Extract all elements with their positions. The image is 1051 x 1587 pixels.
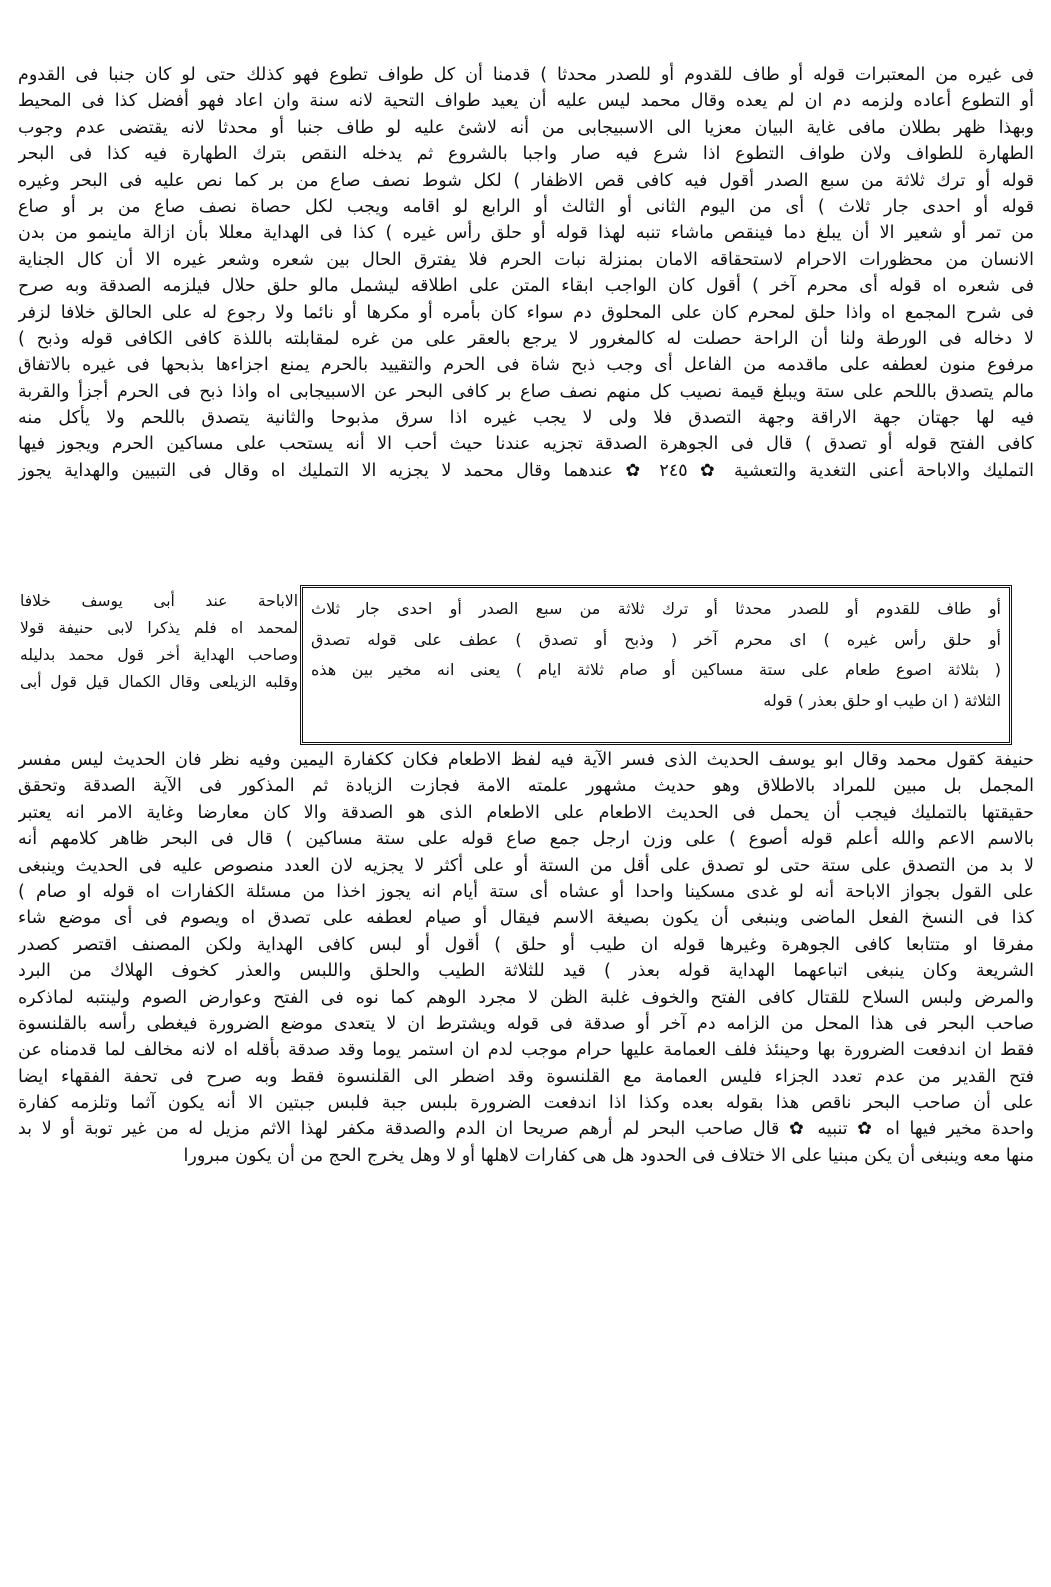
text-line: كافى الفتح قوله أو تصدق ) قال فى الجوهرة الصدقة تجزيه عندنا حيث أحب الا أنه يستحب على مساكين الحرم ويجوز فيها bbox=[18, 434, 1034, 455]
side-text-line: الاباحة عند أبى يوسف خلافا bbox=[20, 592, 298, 610]
text-line: قوله أو ترك ثلاثة من سبع الصدر أقول فيه كافى قص الاظفار ) لكل شوط نصف صاع من بر كما نص عليه فى البحر وغيره bbox=[18, 170, 1034, 191]
text-line: مفرقا او متتابعا كافى الجوهرة وغيرها قوله ان طيب أو حلق ) أقول أو لبس كافى الهداية ولكن المصنف اقتصر كصدر bbox=[18, 934, 1034, 955]
text-line: صاحب البحر فى هذا المحل من الزامه دم آخر أو صدقة فى قوله ويشترط ان لا يتعدى موضع الضرورة فيغطى رأسه بالقلنسوة bbox=[18, 1013, 1034, 1034]
matn-line: أو حلق رأس غيره ) اى محرم آخر ( وذبح أو تصدق ) عطف على قوله تصدق bbox=[311, 629, 1001, 649]
matn-text bbox=[311, 594, 1001, 716]
text-line: مالم يتصدق باللحم على ستة ويبلغ قيمة نصيب كل منهم نصف صاع بر كافى البحر عن الاسبيجابى اه واذا ذبح فى الحرم أجزأ والقربة bbox=[18, 381, 1034, 402]
text-line: مرفوع منون لعطفه على ماقدمه من الفاعل أى وجب ذبح شاة فى الحرم والتقييد بالحرم يمنع اجزاءها بذبحها فى غيره بالاتفاق bbox=[18, 355, 1034, 376]
text-line: المجمل بل مبين للمراد بالاطلاق وهو حديث مشهور علمته الامة فجازت الزيادة ثم المذكور فى الآية الصدقة وتحقق bbox=[18, 776, 1034, 797]
text-line: الانسان من محظورات الاحرام لاستحقاقه الامان بمنزلة نبات الحرم فلا يفترق الحال بين شعره وشعر غيره الا أن كال الجناية bbox=[18, 249, 1034, 270]
matn-line: الثلاثة ( ان طيب او حلق بعذر ) قوله bbox=[763, 690, 1001, 710]
matn-line: أو طاف للقدوم أو للصدر محدثا أو ترك ثلاثة من سبع الصدر أو احدى جار ثلاث bbox=[311, 599, 1001, 618]
text-line: الشريعة وكان ينبغى اتباعهما الهداية قوله بعذر ) قيد للثلاثة الطيب والحلق واللبس والعذر كخوف الهلاك من البرد bbox=[18, 961, 1034, 982]
text-line: فتح القدير من عدم تعدد الجزاء فليس العمامة مع القلنسوة وقد اضطر الى القلنسوة فقط وبه صرح فى تحفة الفقهاء ايضا bbox=[18, 1066, 1034, 1087]
text-line: فقط ان اندفعت الضرورة بها وحينئذ فلف العمامة عليها حرام موجب لدم ان استمر يوما وقد صدقة بأقله اه لانه مخالف لما قدمناه عن bbox=[18, 1040, 1034, 1061]
text-line: فى شرح المجمع اه واذا حلق لمحرم كان على المحلوق دم سواء كان بأمره أو مكرها أو نائما ولا رجوع له على الحالق خلافا لزفر bbox=[18, 302, 1034, 323]
text-line: فى غيره من المعتبرات قوله أو طاف للقدوم أو للصدر محدثا ) قدمنا أن كل طواف تطوع فهو كذلك حتى لو كان جنبا فى القدوم bbox=[18, 65, 1034, 85]
text-line: منها معه وينبغى أن يكن مبنيا على الا ختلاف فى الحدود هل هى كفارات لاهلها أو لا وهل يخرج الحج من أن يكون مبرورا bbox=[183, 1145, 1034, 1166]
text-line: الطهارة للطواف ولان طواف التطوع اذا شرع فيه صار واجبا بالشروع ثم يدخله النقص بترك الطهارة فيه كذا فى البحر bbox=[18, 144, 1034, 165]
text-line: كذا فى النسخ الفعل الماضى وينبغى أن يكون بصيغة الاسم فيقال أو صيام لعطفه على تصدق اه ويصوم فى أى موضع شاء bbox=[18, 908, 1034, 929]
text-line: حقيقتها بالتمليك فيجب أن يحمل فى الحديث الاطعام على الاطعام الذى هو الصدقة والا كان معارضا وغاية الامر انه يعتبر bbox=[18, 802, 1034, 823]
matn-line: ( بثلاثة اصوع طعام على ستة مساكين أو صام ثلاثة ايام ) يعنى انه مخير بين هذه bbox=[311, 660, 1001, 679]
side-text-line: وصاحب الهداية أخر قول محمد بدليله bbox=[20, 646, 298, 664]
text-line: فى شعره اه قوله أى محرم آخر ) أقول كان الواجب ابقاء المتن على اطلاقه ليشمل مالو حلق حلال فيلزمه الصدقة وبه صرح bbox=[18, 276, 1034, 297]
matn-boxed-text bbox=[300, 585, 1012, 745]
commentary-side-column bbox=[20, 588, 298, 696]
text-line: من تمر أو شعير الا أن يبلغ دما فينقص ماشاء تنبه لهذا قوله أو حلق رأس غيره ) كذا فى الهداية معللا بأن ازالة ماينمو من بدن bbox=[18, 223, 1034, 244]
text-line: على القول بجواز الاباحة أنه لو غدى مسكينا واحدا أو عشاه أى ستة أيام انه يجوز اخذا من مسئلة الكفارات اه قوله او صام ) bbox=[18, 881, 1034, 902]
text-line-with-page-number: التمليك والاباحة أعنى التغدية والتعشية ✿ ٢٤٥ ✿ عندهما وقال محمد لا يجزيه الا التمليك اه وقال فى التبيين والهداية يجوز bbox=[18, 460, 1034, 481]
text-line: لا دخاله فى الورطة ولنا أن الراحة حصلت له كالمغرور لا يرجع بالعقر على من غره لمقابلته باللذة كافى الكافى قوله وذبح ) bbox=[18, 328, 1034, 349]
text-line: أو التطوع أعاده ولزمه دم ان لم يعده وقال محمد ليس عليه أن يعيد طواف التحية لانه سنة وان اعاد فهو أفضل كذا فى المحيط bbox=[18, 91, 1034, 112]
commentary-bottom bbox=[18, 747, 1034, 1169]
text-line: على أن صاحب البحر ناقص هذا بقوله بعده وكذا اذا اندفعت الضرورة بلبس جبة فلبس جبتين الا أنه يكون آثما وتلزمه كفارة bbox=[18, 1093, 1034, 1114]
text-line: قوله أو احدى جار ثلاث ) أى من اليوم الثانى أو الثالث أو الرابع لو اقامه ويجب لكل حصاة نصف صاع من بر أو صاع bbox=[18, 196, 1034, 217]
text-line: حنيفة كقول محمد وقال ابو يوسف الحديث الذى فسر الآية فيه لفظ الاطعام فكان ككفارة اليمين وفيه نظر فان الحديث ليس مفسر bbox=[18, 750, 1034, 770]
commentary-top bbox=[18, 62, 1034, 484]
text-line: وبهذا ظهر بطلان مافى غاية البيان معزيا الى الاسبيجابى من أنه لاشئ عليه لو طاف جنبا أو محدثا لانه يقتضى عدم وجوب bbox=[18, 117, 1034, 138]
text-line: لا بد من التصدق على ستة حتى لو تصدق على أقل من الستة أو على أكثر لا يجزيه لان العدد منصوص عليه فى الحديث وينبغى bbox=[18, 855, 1034, 876]
side-text-line: وقلبه الزيلعى وقال الكمال قيل قول أبى bbox=[20, 673, 298, 691]
side-text-line: لمحمد اه فلم يذكرا لابى حنيفة قولا bbox=[20, 619, 298, 637]
text-line: فيه لها جهتان جهة الاراقة وجهة التصدق فلا ولى لا يجب غيره اذا سرق مذبوحا والثانية يتصدق باللحم ولا يأكل منه bbox=[18, 408, 1034, 429]
text-line: بالاسم الاعم والله أعلم قوله أصوع ) على وزن ارجل جمع صاع قوله على ستة مساكين ) قال فى البحر ظاهر كلامهم أنه bbox=[18, 829, 1034, 850]
text-line: واحدة مخير فيها اه ✿ تنبيه ✿ قال صاحب البحر لم أرهم صريحا ان الدم والصدقة مكفر لهذا الاثم مزيل له من غير توبة أو لا بد bbox=[18, 1119, 1034, 1140]
text-line: والمرض ولبس السلاح للقتال كافى الفتح والخوف غلبة الظن لا مجرد الوهم كما نوه فى الفتح وعوارض الصوم ولينتبه لماذكره bbox=[18, 987, 1034, 1008]
